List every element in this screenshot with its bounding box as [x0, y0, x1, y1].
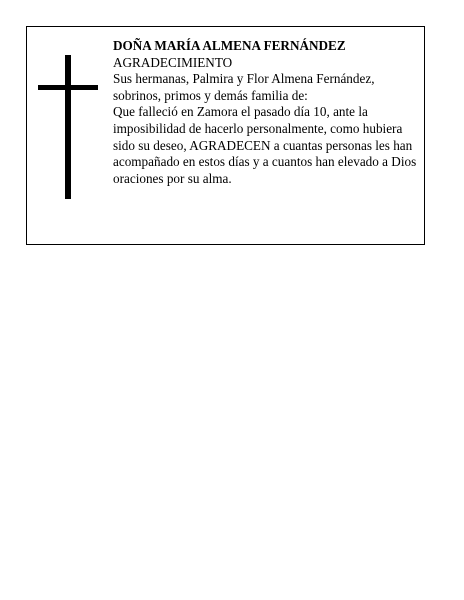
deceased-name: DOÑA MARÍA ALMENA FERNÁNDEZ: [113, 38, 346, 53]
notice-text: [113, 38, 418, 187]
cross-icon: [38, 55, 98, 199]
cross-horizontal-bar: [38, 85, 98, 90]
family-line: Sus hermanas, Palmira y Flor Almena Fernández, sobrinos, primos y demás familia de:: [113, 71, 375, 103]
thanks-message: Que falleció en Zamora el pasado día 10, ante la imposibilidad de hacerlo personalmente, como hubiera sido su deseo, AGRADECEN a cuantas personas les han acompañado en estos días y a cuantos han elevado a Dios oraciones por su alma.: [113, 104, 417, 186]
cross-vertical-bar: [65, 55, 71, 199]
notice-heading: AGRADECIMIENTO: [113, 54, 233, 70]
obituary-notice: [26, 26, 425, 245]
